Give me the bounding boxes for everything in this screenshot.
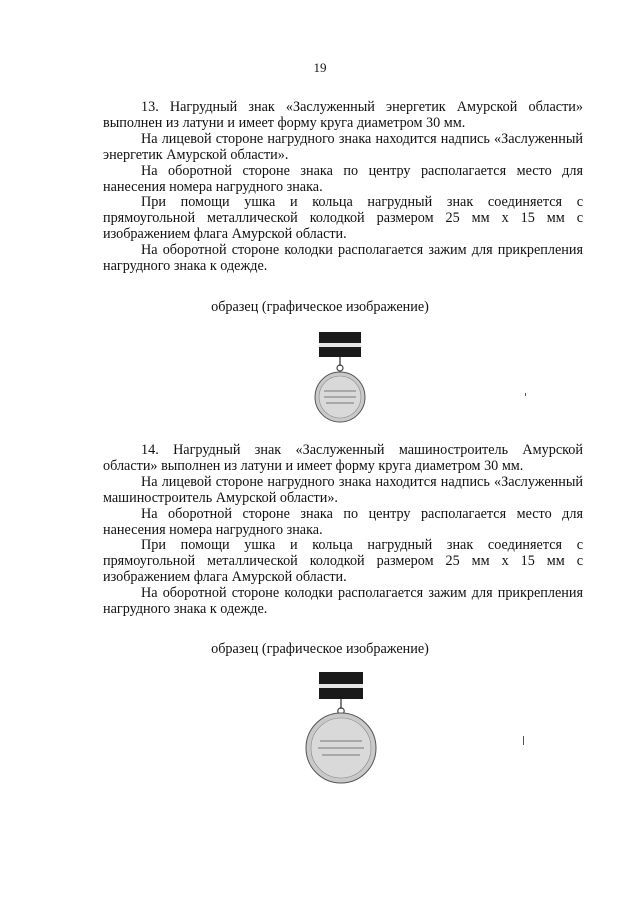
section-13 <box>103 100 583 275</box>
paragraph: При помощи ушка и кольца нагрудный знак соединяется с прямоугольной металлической колодкой размером 25 мм х 15 мм с изображением флага Амурской области. <box>103 537 583 586</box>
paragraph: На оборотной стороне знака по центру располагается место для нанесения номера нагрудного знака. <box>103 505 583 538</box>
paragraph: На лицевой стороне нагрудного знака находится надпись «Заслуженный машиностроитель Амурской области». <box>103 473 583 506</box>
paragraph: На оборотной стороне знака по центру располагается место для нанесения номера нагрудного знака. <box>103 162 583 195</box>
paragraph: 14. Нагрудный знак «Заслуженный машиностроитель Амурской области» выполнен из латуни и имеет форму круга диаметром 30 мм. <box>103 442 583 474</box>
scan-speck <box>525 393 526 396</box>
paragraph: На оборотной стороне колодки располагается зажим для прикрепления нагрудного знака к одежде. <box>103 242 583 275</box>
page-number: 19 <box>313 60 327 75</box>
section-14 <box>103 443 583 618</box>
medal-mashinostroitel-image <box>303 670 379 790</box>
paragraph: На оборотной стороне колодки располагается зажим для прикрепления нагрудного знака к одежде. <box>103 585 583 618</box>
image-caption: образец (графическое изображение) <box>211 641 429 657</box>
scan-speck <box>523 736 524 745</box>
paragraph: При помощи ушка и кольца нагрудный знак соединяется с прямоугольной металлической колодкой размером 25 мм х 15 мм с изображением флага Амурской области. <box>103 194 583 243</box>
image-caption: образец (графическое изображение) <box>211 299 429 315</box>
paragraph: На лицевой стороне нагрудного знака находится надпись «Заслуженный энергетик Амурской области». <box>103 130 583 163</box>
paragraph: 13. Нагрудный знак «Заслуженный энергетик Амурской области» выполнен из латуни и имеет форму круга диаметром 30 мм. <box>103 99 583 131</box>
medal-energetik-image <box>310 330 370 430</box>
